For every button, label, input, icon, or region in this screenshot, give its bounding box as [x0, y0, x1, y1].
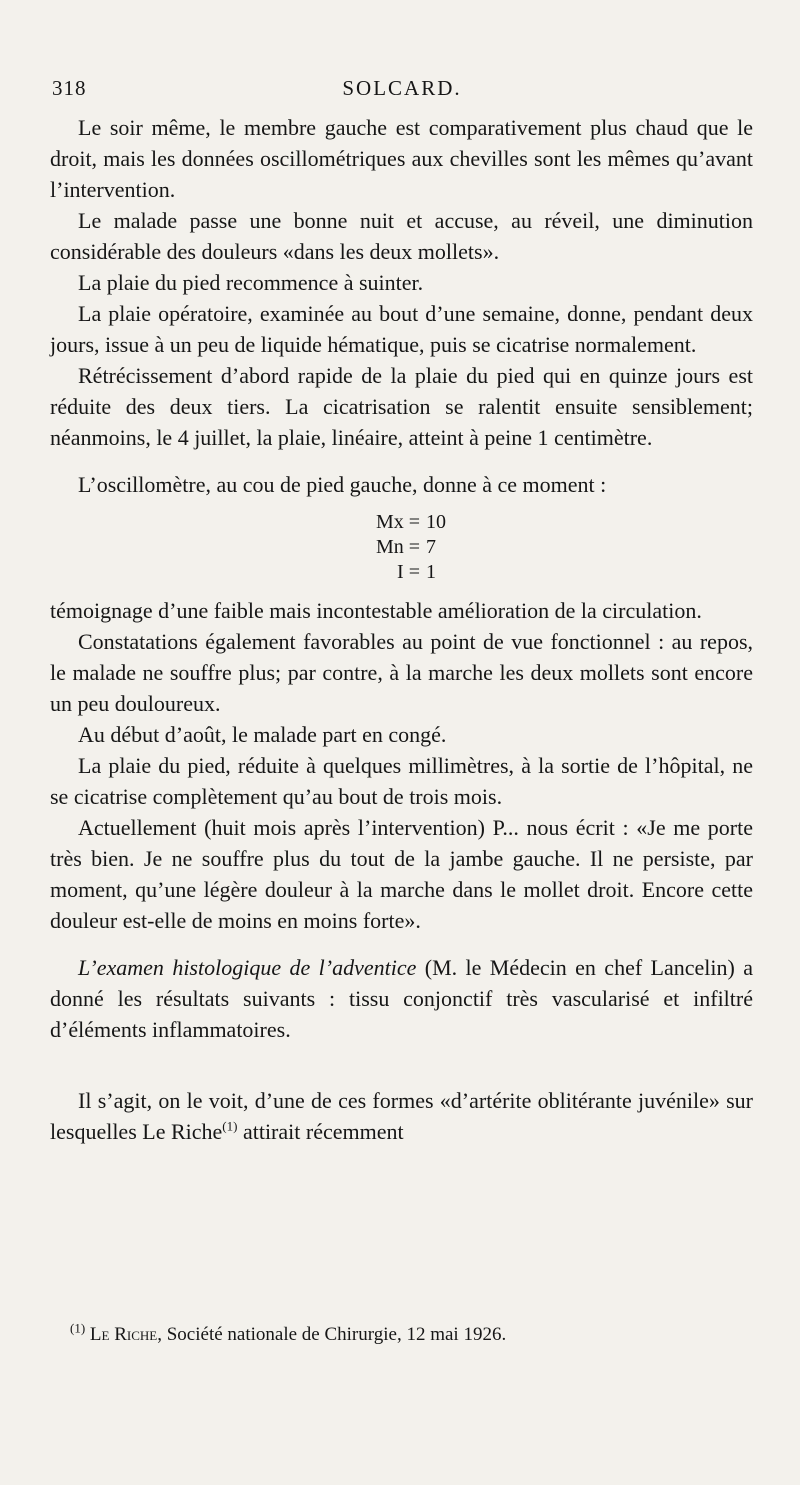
histology-italic: L’examen histologique de l’adventice	[78, 955, 417, 980]
reading-value: 10	[426, 511, 446, 533]
reading-value: 1	[426, 561, 436, 583]
paragraph: Rétrécissement d’abord rapide de la plaie du pied qui en quinze jours est réduite des deux tiers. La cicatrisation se ralentit ensuite sensiblement; néanmoins, le 4 juillet, la plaie, linéaire, atteint à peine 1 centimètre.	[50, 363, 753, 450]
footnote-text: , Société nationale de Chirurgie, 12 mai 1926.	[157, 1324, 507, 1345]
paragraph: Le malade passe une bonne nuit et accuse, au réveil, une diminution considérable des douleurs «dans les deux mollets».	[50, 208, 753, 264]
paragraph: témoignage d’une faible mais incontestable amélioration de la circulation.	[50, 598, 702, 623]
page-header	[52, 76, 752, 106]
paragraph: Constatations également favorables au point de vue fonctionnel : au repos, le malade ne souffre plus; par contre, à la marche les deux mollets sont encore un peu douloureux.	[50, 629, 753, 716]
reading-row	[50, 510, 753, 535]
paragraph: Actuellement (huit mois après l’intervention) P... nous écrit : «Je me porte très bien. Je ne souffre plus du tout de la jambe gauche. Il ne persiste, par moment, qu’une légère douleur à la marche dans le mollet droit. Encore cette douleur est-elle de moins en moins forte».	[50, 815, 753, 933]
paragraph: La plaie opératoire, examinée au bout d’une semaine, donne, pendant deux jours, issue à un peu de liquide hématique, puis se cicatrise normalement.	[50, 301, 753, 357]
reading-label: Mn =	[375, 536, 420, 558]
reading-row	[50, 535, 753, 560]
reading-row	[50, 560, 753, 585]
final-text: Il s’agit, on le voit, d’une de ces formes «d’artérite oblitérante juvénile» sur lesquelles Le Riche	[50, 1088, 753, 1144]
histology-paragraph	[50, 952, 753, 1045]
page-body	[50, 112, 753, 1147]
reading-label: I =	[397, 561, 420, 583]
paragraph: La plaie du pied, réduite à quelques millimètres, à la sortie de l’hôpital, ne se cicatrise complètement qu’au bout de trois mois.	[50, 753, 753, 809]
page-number: 318	[52, 76, 87, 100]
paragraph: L’oscillomètre, au cou de pied gauche, donne à ce moment :	[78, 472, 607, 497]
final-paragraph	[50, 1085, 753, 1147]
reading-value: 7	[426, 536, 436, 558]
paragraph: Le soir même, le membre gauche est comparativement plus chaud que le droit, mais les données oscillométriques aux chevilles sont les mêmes qu’avant l’intervention.	[50, 115, 753, 202]
paragraph: La plaie du pied recommence à suinter.	[78, 270, 424, 295]
footnote-author: Le Riche	[89, 1324, 158, 1345]
paragraph: Au début d’août, le malade part en congé.	[78, 722, 447, 747]
footnote-reference: (1)	[222, 1118, 238, 1134]
reading-label: Mx =	[375, 511, 420, 533]
oscillometer-readings	[50, 510, 753, 585]
footnote-mark: (1)	[70, 1320, 86, 1336]
histology-text: (M. le Médecin en chef Lancelin) a donné les résultats suivants : tissu conjonctif très vascularisé et infiltré d’éléments inflammatoires.	[50, 955, 753, 1042]
footnote	[70, 1322, 752, 1348]
final-text-end: attirait récemment	[237, 1119, 404, 1144]
running-head: SOLCARD.	[342, 76, 462, 100]
